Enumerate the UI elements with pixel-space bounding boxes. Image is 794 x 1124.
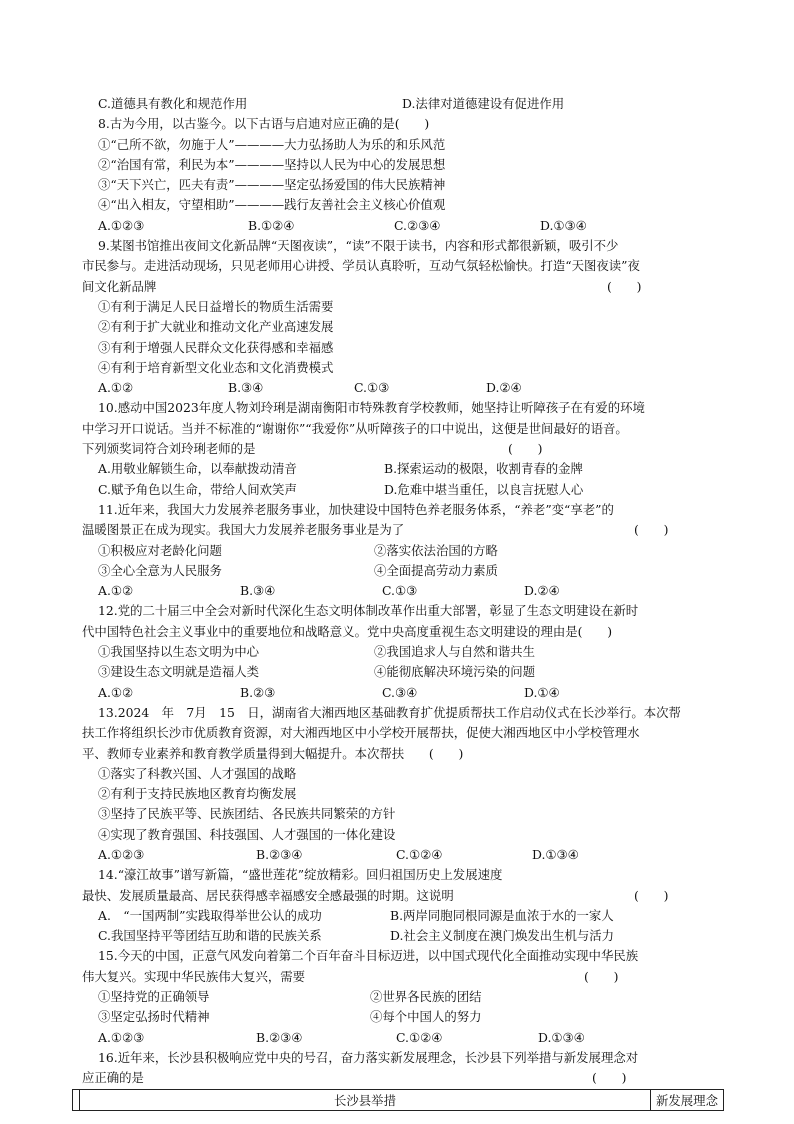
q15-item-1: ①坚持党的正确领导	[98, 989, 210, 1005]
option-b: B.③④	[240, 583, 276, 599]
option-d: D.①③④	[538, 1029, 585, 1045]
q13-stem-line-3: 平、教师专业素养和教育教学质量得到大幅提升。本次帮扶 ( )	[82, 745, 464, 761]
q15-stem-line-2	[82, 967, 722, 987]
option-d: D.②④	[524, 583, 560, 599]
exam-page	[82, 94, 722, 1111]
q11-items-row-1	[82, 541, 722, 561]
option-d: D.①④	[524, 684, 560, 700]
q10-stem-line-1: 10.感动中国2023年度人物刘玲琍是湖南衡阳市特殊教育学校教师，她坚持让听障孩子在有爱的环境	[98, 400, 645, 416]
q15-items-row-1	[82, 987, 722, 1007]
q9-stem-text: 间文化新品牌	[82, 278, 157, 294]
option-d: D.危难中堪当重任，以良言抚慰人心	[384, 481, 584, 497]
option-d: D.法律对道德建设有促进作用	[402, 96, 565, 111]
q15-item-4: ④每个中国人的努力	[370, 1009, 482, 1025]
q11-items-row-2	[82, 561, 722, 581]
q13-stem-line-2: 扶工作将组织长沙市优质教育资源，对大湘西地区中小学校开展帮扶，促使大湘西地区中小学校管理水	[82, 725, 640, 741]
q7-options	[82, 94, 722, 114]
q14-options-row-1	[82, 906, 722, 926]
option-c: C.③④	[382, 684, 418, 700]
q16-stem-line-2	[82, 1068, 722, 1088]
option-b: B.两岸同胞同根同源是血浓于水的一家人	[390, 907, 614, 923]
q14-stem-text-b: 最快、发展质量最高、居民获得感幸福感安全感最强的时期。这说明	[82, 887, 454, 903]
q12-item-2: ②我国追求人与自然和谐共生	[374, 644, 536, 660]
option-b: B.探索运动的极限，收割青春的金牌	[384, 461, 583, 477]
option-d: D.①③④	[532, 846, 579, 862]
q11-item-1: ①积极应对老龄化问题	[98, 542, 222, 558]
q11-stem-line-1: 11.近年来，我国大力发展养老服务事业，加快建设中国特色养老服务体系，“养老”变“享老”的	[98, 501, 614, 517]
q13-item-3: ③坚持了民族平等、民族团结、各民族共同繁荣的方针	[98, 806, 396, 822]
q15-options	[82, 1028, 722, 1048]
answer-bracket: ( )	[607, 278, 642, 294]
option-a: A.①②③	[98, 1029, 145, 1045]
q16-stem-text: 应正确的是	[82, 1070, 144, 1086]
q9-stem-line-2: 市民参与。走进活动现场，只见老师用心讲授、学员认真聆听，互动气氛轻松愉快。打造“天图夜读”夜	[82, 258, 640, 274]
q16-table	[72, 1089, 724, 1111]
table-spacer-cell	[73, 1089, 80, 1110]
option-a: A. “一国两制”实践取得举世公认的成功	[98, 907, 322, 923]
option-c: C.我国坚持平等团结互助和谐的民族关系	[98, 928, 322, 944]
q10-options-row-2	[82, 480, 722, 500]
answer-bracket: ( )	[634, 887, 669, 903]
q12-item-3: ③建设生态文明就是造福人类	[98, 664, 260, 680]
option-a: A.①②	[98, 380, 134, 396]
q15-item-3: ③坚定弘扬时代精神	[98, 1009, 210, 1025]
option-d: D.①③④	[540, 217, 587, 233]
q13-item-4: ④实现了教育强国、科技强国、人才强国的一体化建设	[98, 826, 396, 842]
option-c: C.①③	[382, 583, 418, 599]
q15-stem-text: 伟大复兴。实现中华民族伟大复兴，需要	[82, 968, 306, 984]
q9-options	[82, 378, 722, 398]
q9-item-2: ②有利于扩大就业和推动文化产业高速发展	[98, 319, 334, 335]
q14-stem-line-1	[82, 865, 722, 885]
q13-item-1: ①落实了科教兴国、人才强国的战略	[98, 765, 297, 781]
q15-stem-line-1: 15.今天的中国，正意气风发向着第二个百年奋斗目标迈进，以中国式现代化全面推动实现中华民族	[98, 948, 639, 964]
option-b: B.②③	[240, 684, 276, 700]
q9-item-1: ①有利于满足人民日益增长的物质生活需要	[98, 298, 334, 314]
q10-stem-text: 下列颁奖词符合刘玲琍老师的是	[82, 441, 256, 457]
option-a: A.①②③	[98, 846, 145, 862]
q16-stem-line-1: 16.近年来，长沙县积极响应党中央的号召，奋力落实新发展理念，长沙县下列举措与新发展理念对	[98, 1049, 639, 1065]
option-a: A.用敬业解锁生命，以奉献拨动清音	[98, 461, 297, 477]
q8-options	[82, 216, 722, 236]
q12-stem-line-2: 代中国特色社会主义事业中的重要地位和战略意义。党中央高度重视生态文明建设的理由是( )	[82, 623, 613, 639]
q12-item-1: ①我国坚持以生态文明为中心	[98, 644, 260, 660]
table-header-concept: 新发展理念	[651, 1089, 724, 1110]
q8-item-4: ④“出入相友，守望相助”————践行友善社会主义核心价值观	[98, 197, 446, 213]
q8-stem: 8.古为今用，以古鉴今。以下古语与启迪对应正确的是( )	[98, 116, 430, 132]
q11-item-3: ③全心全意为人民服务	[98, 562, 222, 578]
q10-stem-line-3	[82, 439, 722, 459]
q15-items-row-2	[82, 1007, 722, 1027]
answer-bracket: ( )	[634, 522, 669, 538]
q14-stem-line-2	[82, 886, 722, 906]
option-c: C.②③④	[394, 217, 441, 233]
q9-item-4: ④有利于培育新型文化业态和文化消费模式	[98, 359, 334, 375]
table-header-measures: 长沙县举措	[80, 1089, 651, 1110]
q13-options	[82, 845, 722, 865]
q10-options-row-1	[82, 459, 722, 479]
option-b: B.③④	[228, 380, 264, 396]
option-c: C.①②④	[396, 1029, 443, 1045]
option-d: D.社会主义制度在澳门焕发出生机与活力	[390, 928, 615, 944]
q11-item-2: ②落实依法治国的方略	[374, 542, 498, 558]
option-a: A.①②③	[98, 217, 145, 233]
q11-item-4: ④全面提高劳动力素质	[374, 562, 498, 578]
q8-item-1: ①“己所不欲，勿施于人”————大力弘扬助人为乐的和乐风范	[98, 136, 446, 152]
q9-item-3: ③有利于增强人民群众文化获得感和幸福感	[98, 339, 334, 355]
answer-bracket: ( )	[508, 441, 543, 457]
q9-stem-line-3	[82, 277, 722, 297]
option-a: A.①②	[98, 583, 134, 599]
answer-bracket: ( )	[592, 1070, 627, 1086]
q13-stem-line-1: 13.2024 年 7月 15 日，湖南省大湘西地区基础教育扩优提质帮扶工作启动仪式在长沙举行。本次帮	[98, 704, 681, 720]
q14-stem-text-a: 14.“濠江故事”谱写新篇，“盛世莲花”绽放精彩。回归祖国历史上发展速度	[98, 867, 503, 883]
table-header-row	[73, 1089, 724, 1110]
q12-options	[82, 683, 722, 703]
q11-options	[82, 581, 722, 601]
q12-items-row-2	[82, 662, 722, 682]
answer-bracket: ( )	[584, 968, 619, 984]
option-c: C.道德具有教化和规范作用	[98, 96, 248, 111]
option-d: D.②④	[486, 380, 522, 396]
q14-options-row-2	[82, 926, 722, 946]
option-a: A.①②	[98, 684, 134, 700]
q8-item-2: ②“治国有常，利民为本”————坚持以人民为中心的发展思想	[98, 156, 446, 172]
q12-items-row-1	[82, 642, 722, 662]
q12-item-4: ④能彻底解决环境污染的问题	[374, 664, 536, 680]
q9-stem-line-1: 9.某图书馆推出夜间文化新品牌“天图夜读”，“读”不限于读书，内容和形式都很新颖，吸引不少	[98, 238, 619, 254]
option-c: C.①②④	[396, 846, 443, 862]
q11-stem-line-2	[82, 520, 722, 540]
q12-stem-line-1: 12.党的二十届三中全会对新时代深化生态文明体制改革作出重大部署，彰显了生态文明建设在新时	[98, 603, 639, 619]
option-c: C.赋予角色以生命，带给人间欢笑声	[98, 481, 297, 497]
q8-item-3: ③“天下兴亡，匹夫有责”————坚定弘扬爱国的伟大民族精神	[98, 177, 446, 193]
option-b: B.②③④	[256, 1029, 303, 1045]
q13-item-2: ②有利于支持民族地区教育均衡发展	[98, 786, 297, 802]
q10-stem-line-2: 中学习开口说话。当并不标准的“谢谢你”“我爱你”从听障孩子的口中说出，这便是世间最好的语音。	[82, 420, 628, 436]
option-c: C.①③	[354, 380, 390, 396]
q11-stem-text: 温暖图景正在成为现实。我国大力发展养老服务事业是为了	[82, 522, 405, 538]
q15-item-2: ②世界各民族的团结	[370, 989, 482, 1005]
option-b: B.②③④	[256, 846, 303, 862]
option-b: B.①②④	[248, 217, 295, 233]
